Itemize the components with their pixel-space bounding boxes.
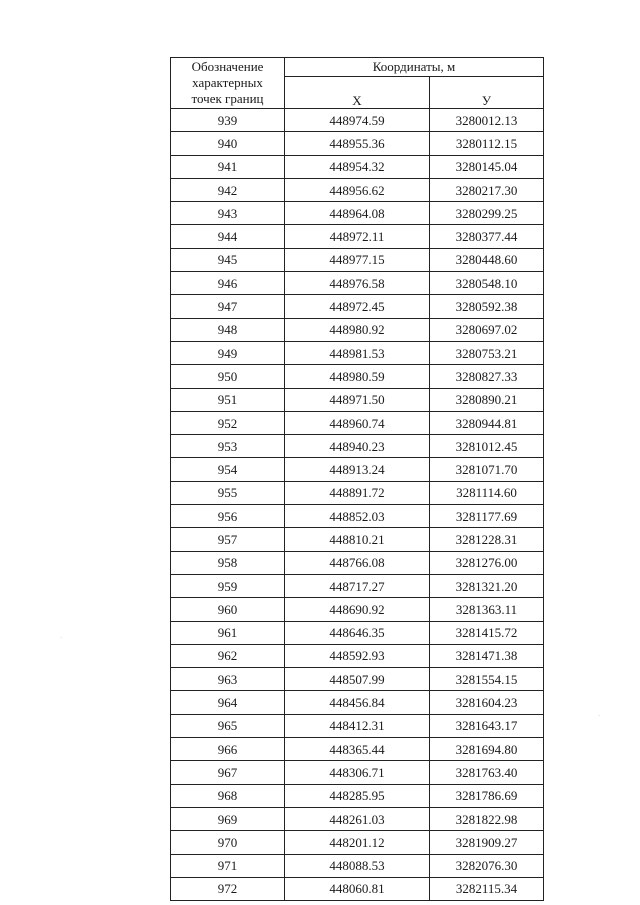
- x-coordinate-cell: 448913.24: [285, 458, 430, 481]
- table-row: [171, 132, 544, 155]
- table-row: [171, 481, 544, 504]
- y-coordinate-cell: 3280448.60: [430, 248, 544, 271]
- x-coordinate-cell: 448974.59: [285, 109, 430, 132]
- scan-speck: ·: [60, 634, 63, 642]
- point-cell: 972: [171, 877, 285, 900]
- y-coordinate-cell: 3280377.44: [430, 225, 544, 248]
- table-row: [171, 761, 544, 784]
- x-coordinate-cell: 448766.08: [285, 551, 430, 574]
- x-coordinate-cell: 448717.27: [285, 574, 430, 597]
- point-designation-header: [171, 58, 285, 109]
- point-cell: 941: [171, 155, 285, 178]
- x-coordinate-cell: 448285.95: [285, 784, 430, 807]
- y-coordinate-cell: 3281228.31: [430, 528, 544, 551]
- point-cell: 961: [171, 621, 285, 644]
- y-coordinate-cell: 3281321.20: [430, 574, 544, 597]
- table-header: [171, 58, 544, 109]
- point-cell: 945: [171, 248, 285, 271]
- x-coordinate-cell: 448592.93: [285, 644, 430, 667]
- y-coordinate-cell: 3281114.60: [430, 481, 544, 504]
- table-row: [171, 714, 544, 737]
- point-cell: 952: [171, 411, 285, 434]
- x-coordinate-cell: 448972.45: [285, 295, 430, 318]
- x-coordinate-cell: 448646.35: [285, 621, 430, 644]
- x-coordinate-cell: 448456.84: [285, 691, 430, 714]
- table-row: [171, 668, 544, 691]
- y-coordinate-cell: 3280145.04: [430, 155, 544, 178]
- x-coordinate-cell: 448972.11: [285, 225, 430, 248]
- table-row: [171, 341, 544, 364]
- y-coordinate-cell: 3280299.25: [430, 202, 544, 225]
- y-coordinate-cell: 3281554.15: [430, 668, 544, 691]
- table-row: [171, 225, 544, 248]
- point-cell: 944: [171, 225, 285, 248]
- x-coordinate-cell: 448980.92: [285, 318, 430, 341]
- x-coordinate-cell: 448977.15: [285, 248, 430, 271]
- table-row: [171, 738, 544, 761]
- point-designation-line: Обозначение: [191, 59, 264, 74]
- y-coordinate-cell: 3281786.69: [430, 784, 544, 807]
- table-row: [171, 388, 544, 411]
- point-cell: 959: [171, 574, 285, 597]
- table-row: [171, 644, 544, 667]
- table-row: [171, 248, 544, 271]
- point-cell: 956: [171, 505, 285, 528]
- x-coordinate-cell: 448088.53: [285, 854, 430, 877]
- y-coordinate-cell: 3280548.10: [430, 272, 544, 295]
- x-coordinate-cell: 448201.12: [285, 831, 430, 854]
- y-coordinate-cell: 3281363.11: [430, 598, 544, 621]
- point-cell: 955: [171, 481, 285, 504]
- table-row: [171, 155, 544, 178]
- x-coordinate-cell: 448955.36: [285, 132, 430, 155]
- point-cell: 971: [171, 854, 285, 877]
- point-cell: 953: [171, 435, 285, 458]
- x-coordinate-cell: 448956.62: [285, 178, 430, 201]
- y-coordinate-cell: 3281763.40: [430, 761, 544, 784]
- y-coordinate-cell: 3282076.30: [430, 854, 544, 877]
- x-coordinate-cell: 448507.99: [285, 668, 430, 691]
- table-row: [171, 784, 544, 807]
- table-row: [171, 202, 544, 225]
- table-row: [171, 691, 544, 714]
- point-designation-line: точек границ: [191, 91, 264, 106]
- y-coordinate-cell: 3282115.34: [430, 877, 544, 900]
- table-row: [171, 528, 544, 551]
- table-row: [171, 109, 544, 132]
- point-cell: 949: [171, 341, 285, 364]
- table-row: [171, 598, 544, 621]
- x-coordinate-cell: 448412.31: [285, 714, 430, 737]
- table-body: [171, 109, 544, 901]
- table-row: [171, 621, 544, 644]
- y-coordinate-cell: 3280592.38: [430, 295, 544, 318]
- x-coordinate-cell: 448976.58: [285, 272, 430, 295]
- coordinates-group-header: Координаты, м: [285, 58, 544, 77]
- y-coordinate-cell: 3281471.38: [430, 644, 544, 667]
- y-coordinate-cell: 3281276.00: [430, 551, 544, 574]
- point-cell: 966: [171, 738, 285, 761]
- table-row: [171, 318, 544, 341]
- table-row: [171, 807, 544, 830]
- point-cell: 964: [171, 691, 285, 714]
- table-row: [171, 272, 544, 295]
- point-cell: 960: [171, 598, 285, 621]
- coordinates-table: [170, 57, 544, 901]
- y-coordinate-cell: 3281177.69: [430, 505, 544, 528]
- point-cell: 958: [171, 551, 285, 574]
- x-coordinate-cell: 448690.92: [285, 598, 430, 621]
- point-cell: 968: [171, 784, 285, 807]
- point-cell: 954: [171, 458, 285, 481]
- y-coordinate-cell: 3280827.33: [430, 365, 544, 388]
- table-row: [171, 458, 544, 481]
- x-coordinate-cell: 448261.03: [285, 807, 430, 830]
- table-row: [171, 831, 544, 854]
- y-coordinate-cell: 3280753.21: [430, 341, 544, 364]
- table-row: [171, 551, 544, 574]
- y-coordinate-cell: 3281909.27: [430, 831, 544, 854]
- y-coordinate-cell: 3280697.02: [430, 318, 544, 341]
- y-coordinate-cell: 3280112.15: [430, 132, 544, 155]
- header-row-top: [171, 58, 544, 77]
- x-coordinate-cell: 448964.08: [285, 202, 430, 225]
- x-column-header: X: [285, 77, 430, 109]
- y-coordinate-cell: 3281694.80: [430, 738, 544, 761]
- y-coordinate-cell: 3280012.13: [430, 109, 544, 132]
- table-row: [171, 411, 544, 434]
- x-coordinate-cell: 448891.72: [285, 481, 430, 504]
- y-column-header: У: [430, 77, 544, 109]
- point-cell: 942: [171, 178, 285, 201]
- point-cell: 946: [171, 272, 285, 295]
- y-coordinate-cell: 3281415.72: [430, 621, 544, 644]
- point-cell: 948: [171, 318, 285, 341]
- x-coordinate-cell: 448980.59: [285, 365, 430, 388]
- y-coordinate-cell: 3281604.23: [430, 691, 544, 714]
- table-row: [171, 854, 544, 877]
- table-row: [171, 295, 544, 318]
- point-cell: 940: [171, 132, 285, 155]
- y-coordinate-cell: 3280217.30: [430, 178, 544, 201]
- point-cell: 962: [171, 644, 285, 667]
- point-cell: 943: [171, 202, 285, 225]
- point-cell: 965: [171, 714, 285, 737]
- y-coordinate-cell: 3281643.17: [430, 714, 544, 737]
- table-row: [171, 574, 544, 597]
- point-cell: 967: [171, 761, 285, 784]
- point-cell: 939: [171, 109, 285, 132]
- x-coordinate-cell: 448852.03: [285, 505, 430, 528]
- point-designation-line: характерных: [192, 75, 263, 90]
- table-row: [171, 505, 544, 528]
- y-coordinate-cell: 3280944.81: [430, 411, 544, 434]
- x-coordinate-cell: 448365.44: [285, 738, 430, 761]
- x-coordinate-cell: 448306.71: [285, 761, 430, 784]
- point-cell: 969: [171, 807, 285, 830]
- x-coordinate-cell: 448954.32: [285, 155, 430, 178]
- point-cell: 950: [171, 365, 285, 388]
- point-cell: 963: [171, 668, 285, 691]
- x-coordinate-cell: 448981.53: [285, 341, 430, 364]
- table-row: [171, 435, 544, 458]
- point-cell: 947: [171, 295, 285, 318]
- y-coordinate-cell: 3280890.21: [430, 388, 544, 411]
- point-cell: 970: [171, 831, 285, 854]
- scan-speck: ·: [598, 712, 601, 720]
- x-coordinate-cell: 448971.50: [285, 388, 430, 411]
- y-coordinate-cell: 3281071.70: [430, 458, 544, 481]
- y-coordinate-cell: 3281012.45: [430, 435, 544, 458]
- y-coordinate-cell: 3281822.98: [430, 807, 544, 830]
- x-coordinate-cell: 448960.74: [285, 411, 430, 434]
- x-coordinate-cell: 448940.23: [285, 435, 430, 458]
- table-row: [171, 365, 544, 388]
- point-cell: 951: [171, 388, 285, 411]
- x-coordinate-cell: 448060.81: [285, 877, 430, 900]
- x-coordinate-cell: 448810.21: [285, 528, 430, 551]
- table-row: [171, 178, 544, 201]
- point-cell: 957: [171, 528, 285, 551]
- table-row: [171, 877, 544, 900]
